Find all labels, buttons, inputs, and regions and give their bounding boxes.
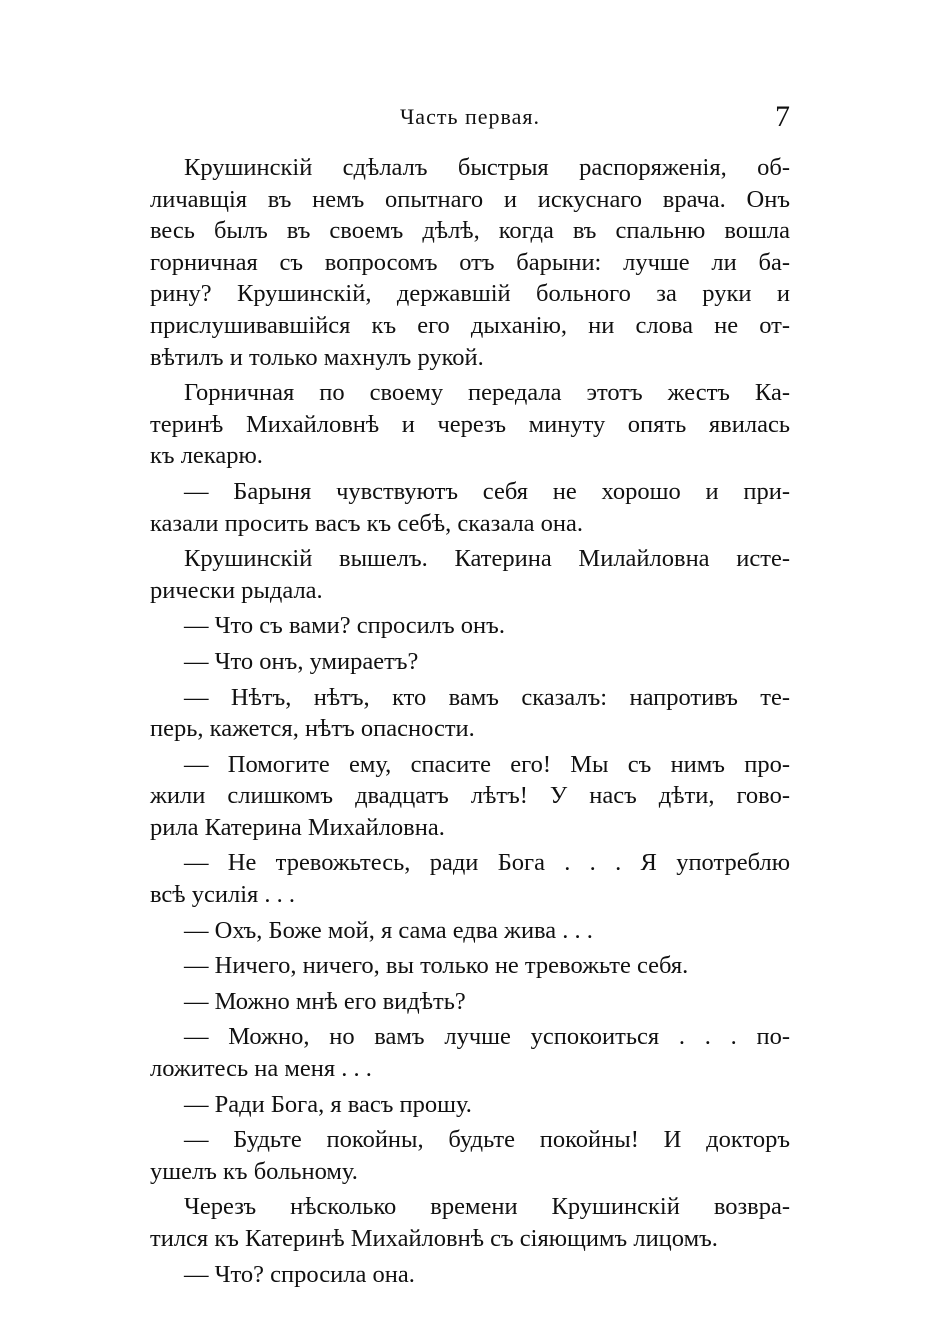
text-line: Крушинскій вышелъ. Катерина Милайловна исте-: [184, 545, 790, 573]
text-line: горничная съ вопросомъ отъ барыни: лучше ли ба-: [150, 248, 790, 276]
text-line: — Что? спросила она.: [184, 1260, 415, 1288]
text-line: — Барыня чувствуютъ себя не хорошо и при-: [184, 477, 790, 505]
text-line: — Нѣтъ, нѣтъ, кто вамъ сказалъ: напротивъ те-: [184, 683, 790, 711]
text-line: — Будьте покойны, будьте покойны! И докторъ: [184, 1126, 790, 1154]
paragraph: [150, 986, 790, 1018]
text-line: — Ничего, ничего, вы только не тревожьте себя.: [184, 952, 689, 980]
paragraph: [150, 476, 790, 539]
text-line: рически рыдала.: [150, 576, 323, 604]
text-line: всѣ усилія . . .: [150, 881, 296, 909]
paragraph: [150, 682, 790, 745]
text-line: казали просить васъ къ себѣ, сказала она.: [150, 509, 584, 537]
text-line: рину? Крушинскій, державшій больного за руки и: [150, 280, 790, 308]
text-line: личавщія въ немъ опытнаго и искуснаго врача. Онъ: [150, 185, 790, 213]
paragraph: [150, 1191, 790, 1254]
paragraph: [150, 950, 790, 982]
paragraph: [150, 749, 790, 844]
text-line: весь былъ въ своемъ дѣлѣ, когда въ спальню вошла: [150, 217, 790, 245]
paragraph: [150, 1089, 790, 1121]
paragraph: [150, 152, 790, 373]
text-line: ушелъ къ больному.: [150, 1157, 358, 1185]
paragraph: [150, 915, 790, 947]
text-line: рила Катерина Михайловна.: [150, 813, 445, 841]
text-line: Крушинскій сдѣлалъ быстрыя распоряженія, об-: [184, 154, 790, 181]
paragraph: [150, 543, 790, 606]
text-line: къ лекарю.: [150, 442, 263, 470]
paragraph: [150, 646, 790, 678]
paragraph: [150, 377, 790, 472]
text-line: — Ради Бога, я васъ прошу.: [184, 1090, 472, 1118]
body-text: [150, 152, 790, 1294]
page-number: 7: [775, 100, 790, 133]
text-line: — Помогите ему, спасите его! Мы съ нимъ про-: [184, 750, 790, 778]
paragraph: [150, 1021, 790, 1084]
text-line: Черезъ нѣсколько времени Крушинскій возвра-: [184, 1193, 790, 1221]
text-line: — Можно, но вамъ лучше успокоиться . . . по-: [184, 1023, 790, 1051]
text-line: прислушивавшійся къ его дыханію, ни слова не от-: [150, 311, 790, 339]
text-line: — Что съ вами? спросилъ онъ.: [184, 612, 505, 640]
page-header: [150, 100, 790, 136]
text-line: жили слишкомъ двадцатъ лѣтъ! У насъ дѣти, гово-: [150, 782, 790, 810]
text-line: теринѣ Михайловнѣ и черезъ минуту опять явилась: [150, 410, 790, 438]
text-line: — Можно мнѣ его видѣть?: [184, 987, 466, 1015]
text-line: перь, кажется, нѣтъ опасности.: [150, 715, 475, 743]
paragraph: [150, 1124, 790, 1187]
text-line: тился къ Катеринѣ Михайловнѣ съ сіяющимъ лицомъ.: [150, 1225, 718, 1252]
paragraph: [150, 610, 790, 642]
paragraph: [150, 1259, 790, 1291]
paragraph: [150, 847, 790, 910]
text-line: — Что онъ, умираетъ?: [184, 647, 419, 675]
text-line: ложитесь на меня . . .: [150, 1055, 372, 1083]
running-title: Часть первая.: [400, 104, 540, 129]
text-line: Горничная по своему передала этотъ жестъ Ка-: [184, 379, 790, 407]
text-line: — Охъ, Боже мой, я сама едва жива . . .: [184, 916, 593, 944]
text-line: — Не тревожьтесь, ради Бога . . . Я употреблю: [184, 849, 790, 877]
text-line: вѣтилъ и только махнулъ рукой.: [150, 343, 484, 371]
